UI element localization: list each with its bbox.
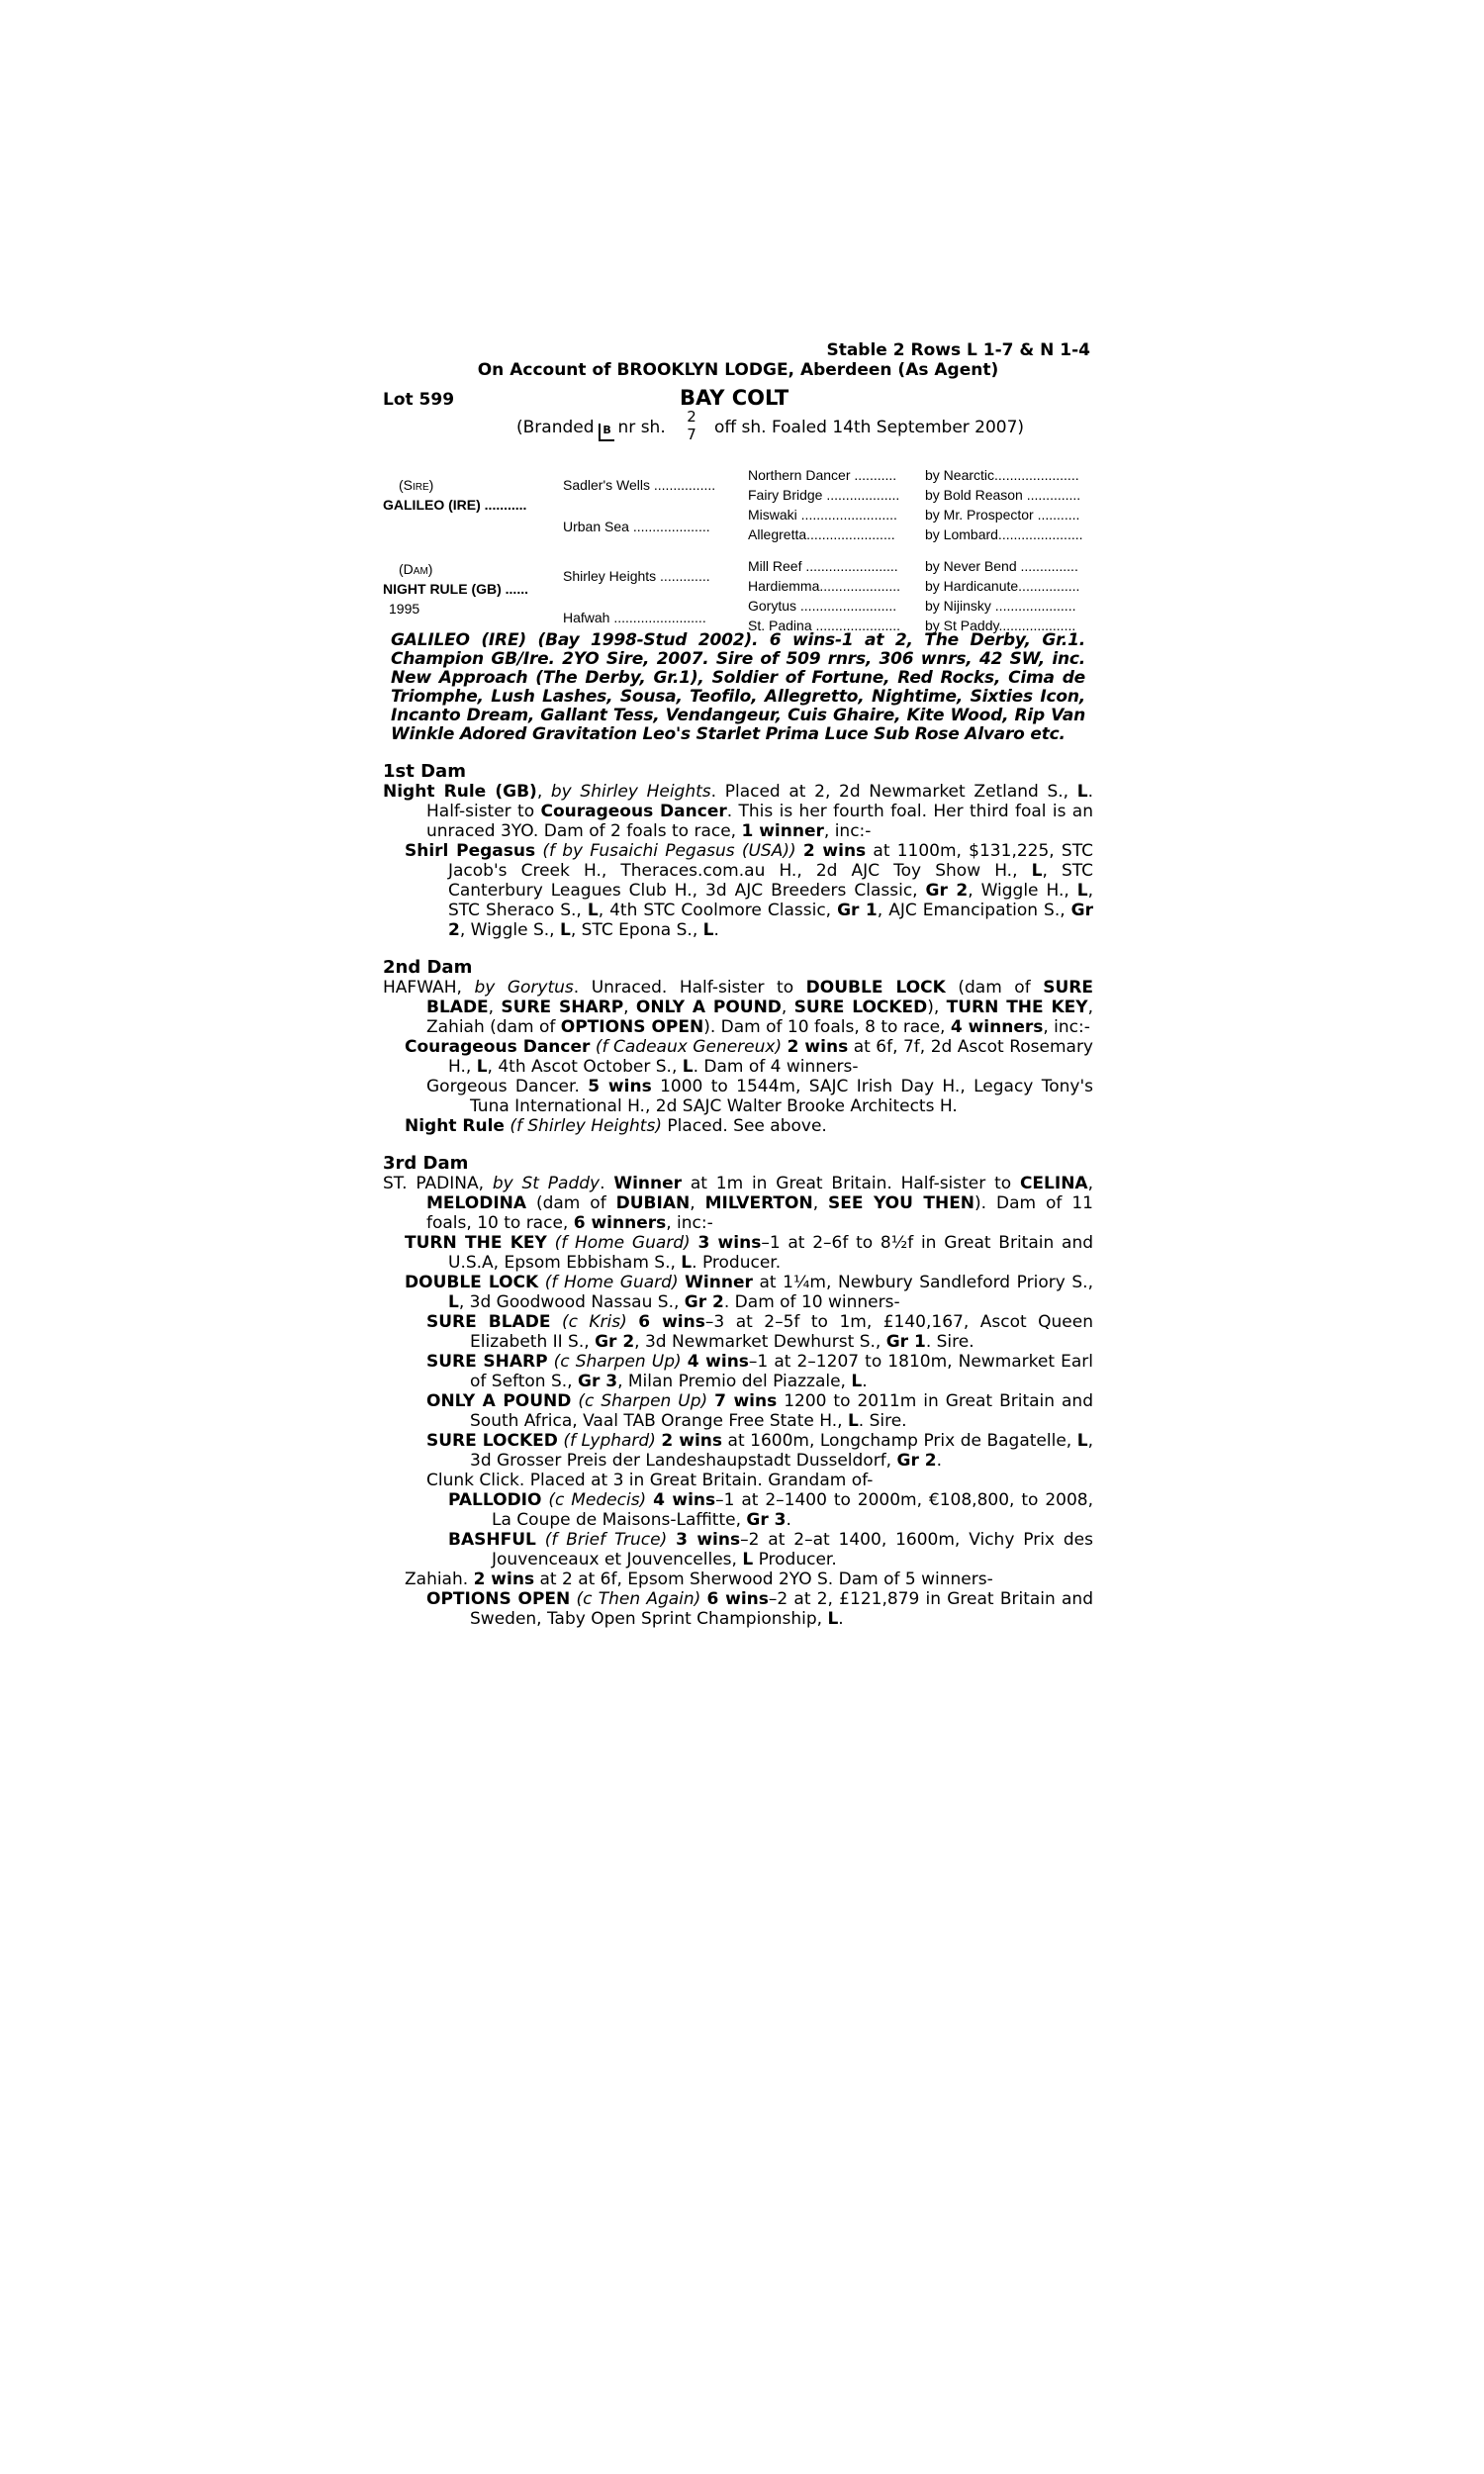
text: , xyxy=(1087,1174,1093,1193)
bold-text: 4 wins xyxy=(653,1490,716,1510)
gen2-dam-sire: Shirley Heights ............. xyxy=(563,568,710,584)
section-heading: 2nd Dam xyxy=(383,957,473,978)
text: 1000 to 1544m, SAJC Irish Day H., Legacy Tony's Tuna International H., 2d SAJC Walter Brooke Architects H. xyxy=(470,1077,1093,1116)
bold-text: 3 wins xyxy=(676,1530,741,1550)
bold-text: 4 winners xyxy=(950,1017,1044,1037)
bold-text: CELINA xyxy=(1019,1174,1088,1193)
text: (dam of xyxy=(945,978,1044,998)
bold-text: Night Rule xyxy=(405,1116,505,1136)
text: ). Dam of 10 foals, 8 to race, xyxy=(703,1017,951,1037)
italic-text: (f Brief Truce) xyxy=(544,1530,668,1550)
bold-text: Gr 2 xyxy=(925,881,969,901)
bold-text: SURE BLADE xyxy=(426,1312,551,1332)
bold-text: Winner xyxy=(613,1174,683,1193)
horse-title: BAY COLT xyxy=(680,386,789,410)
bold-text: 5 wins xyxy=(588,1077,652,1096)
pedigree-entry xyxy=(383,1570,1093,1589)
sire-summary: GALILEO (IRE) (Bay 1998-Stud 2002). 6 wins-1 at 2, The Derby, Gr.1. Champion GB/Ire. 2YO Sire, 2007. Sire of 509 rnrs, 306 wnrs, 42 SW, inc. New Approach (The Derby, Gr.1), Soldier of Fortune, Red Rocks, Cima de Triomphe, Lush Lashes, Sousa, Teofilo, Allegretto, Nightime, Sixties Icon, Incanto Dream, Gallant Tess, Vendangeur, Cuis Ghaire, Kite Wood, Rip Van Winkle Adored Gravitation Leo's Starlet Prima Luce Sub Rose Alvaro etc. xyxy=(391,630,1085,744)
bold-text: 6 winners xyxy=(573,1213,667,1233)
text: . xyxy=(713,920,719,940)
pedigree-entry xyxy=(383,1391,1093,1431)
bold-text: PALLODIO xyxy=(448,1490,542,1510)
bold-text: Night Rule (GB) xyxy=(383,782,537,802)
bold-text: Shirl Pegasus xyxy=(405,841,536,861)
text: Producer. xyxy=(753,1550,837,1570)
bold-text: 2 wins xyxy=(787,1037,849,1057)
bold-text: L xyxy=(1076,782,1088,802)
bold-text: L xyxy=(851,1372,863,1391)
sire-label: (Sire) xyxy=(399,477,434,493)
text: –1 at 2–1400 to 2000m, €108,800, to 2008, La Coupe de Maisons-Laffitte, xyxy=(492,1490,1093,1530)
text: . xyxy=(838,1609,844,1629)
lot-number: Lot 599 xyxy=(383,390,455,410)
bold-text: DOUBLE LOCK xyxy=(405,1273,539,1292)
pedigree-entry xyxy=(383,1312,1093,1352)
pedigree-entry xyxy=(383,841,1093,940)
text: –1 at 2–1207 to 1810m, Newmarket Earl of Sefton S., xyxy=(470,1352,1093,1391)
bold-text: 6 wins xyxy=(706,1589,769,1609)
text: , Zahiah (dam of xyxy=(426,998,1093,1037)
text: . Producer. xyxy=(692,1253,782,1273)
text: , xyxy=(488,998,502,1017)
bold-text: OPTIONS OPEN xyxy=(426,1589,571,1609)
text: , Milan Premio del Piazzale, xyxy=(617,1372,852,1391)
gen4-5: by Never Bend ............... xyxy=(925,558,1078,574)
text: , inc:- xyxy=(823,821,872,841)
bold-text: Gr 2 xyxy=(448,901,1094,940)
bold-text: L xyxy=(1076,1431,1088,1451)
bold-text: 6 wins xyxy=(638,1312,705,1332)
gen3-4: Allegretta....................... xyxy=(748,526,895,542)
text: , xyxy=(690,1193,705,1213)
text: –2 at 2–at 1400, 1600m, Vichy Prix des Jouvenceaux et Jouvencelles, xyxy=(492,1530,1093,1570)
bold-text: 2 wins xyxy=(473,1570,535,1589)
text: . xyxy=(786,1510,791,1530)
pedigree-entry xyxy=(383,1037,1093,1077)
text xyxy=(667,1530,676,1550)
italic-text: (c Medecis) xyxy=(548,1490,647,1510)
bold-text: L xyxy=(847,1411,859,1431)
bold-text: L xyxy=(476,1057,488,1077)
sire-name: GALILEO (IRE) ........... xyxy=(383,497,527,513)
gen4-1: by Nearctic...................... xyxy=(925,467,1079,483)
italic-text: by Shirley Heights xyxy=(550,782,711,802)
bold-text: MILVERTON xyxy=(704,1193,813,1213)
text: –3 at 2–5f to 1m, £140,167, Ascot Queen Elizabeth II S., xyxy=(470,1312,1093,1352)
text xyxy=(536,1530,545,1550)
bold-text: SEE YOU THEN xyxy=(828,1193,975,1213)
text: . Sire. xyxy=(858,1411,907,1431)
pedigree-entry xyxy=(383,1352,1093,1391)
text: . xyxy=(600,1174,614,1193)
bold-text: L xyxy=(1031,861,1043,881)
italic-text: by St Paddy xyxy=(492,1174,601,1193)
bold-text: 3 wins xyxy=(697,1233,762,1253)
text: . xyxy=(862,1372,868,1391)
bold-text: TURN THE KEY xyxy=(405,1233,547,1253)
italic-text: (f by Fusaichi Pegasus (USA)) xyxy=(542,841,796,861)
gen3-2: Fairy Bridge ................... xyxy=(748,487,900,503)
text: HAFWAH, xyxy=(383,978,475,998)
bold-text: Courageous Dancer xyxy=(405,1037,591,1057)
text: , 4th Ascot October S., xyxy=(487,1057,683,1077)
text: , STC Canterbury Leagues Club H., 3d AJC Breeders Classic, xyxy=(448,861,1093,901)
bold-text: 2 wins xyxy=(661,1431,722,1451)
gen3-7: Gorytus ......................... xyxy=(748,598,897,614)
bold-text: DOUBLE LOCK xyxy=(805,978,946,998)
gen2-dam-dam: Hafwah ........................ xyxy=(563,610,706,625)
italic-text: (f Lyphard) xyxy=(563,1431,656,1451)
bold-text: OPTIONS OPEN xyxy=(560,1017,704,1037)
text: . Placed at 2, 2d Newmarket Zetland S., xyxy=(710,782,1077,802)
text: 1200 to 2011m in Great Britain and South Africa, Vaal TAB Orange Free State H., xyxy=(470,1391,1093,1431)
text: , Wiggle S., xyxy=(459,920,560,940)
bold-text: Gr 3 xyxy=(746,1510,787,1530)
italic-text: (c Then Again) xyxy=(576,1589,701,1609)
italic-text: (f Shirley Heights) xyxy=(510,1116,662,1136)
italic-text: (c Sharpen Up) xyxy=(553,1352,682,1372)
bold-text: 2 wins xyxy=(802,841,867,861)
stable-location: Stable 2 Rows L 1-7 & N 1-4 xyxy=(826,340,1090,360)
gen4-2: by Bold Reason .............. xyxy=(925,487,1081,503)
gen4-3: by Mr. Prospector ........... xyxy=(925,507,1080,523)
bold-text: L xyxy=(448,1292,459,1312)
text: . Unraced. Half-sister to xyxy=(573,978,806,998)
gen2-sire-dam: Urban Sea .................... xyxy=(563,519,710,534)
bold-text: L xyxy=(1076,881,1088,901)
bold-text: Gr 1 xyxy=(885,1332,926,1352)
italic-text: (f Home Guard) xyxy=(544,1273,679,1292)
vendor-account: On Account of BROOKLYN LODGE, Aberdeen (As Agent) xyxy=(477,360,999,380)
gen3-3: Miswaki ......................... xyxy=(748,507,897,523)
text: . Half-sister to xyxy=(426,782,1094,821)
text: , Wiggle H., xyxy=(968,881,1077,901)
bold-text: TURN THE KEY xyxy=(946,998,1088,1017)
bold-text: DUBIAN xyxy=(615,1193,691,1213)
gen3-8: St. Padina ...................... xyxy=(748,618,901,633)
bold-text: ONLY A POUND xyxy=(635,998,782,1017)
bold-text: 1 winner xyxy=(741,821,824,841)
text: at 1¼m, Newbury Sandleford Priory S., xyxy=(752,1273,1093,1292)
text xyxy=(538,1273,545,1292)
text: Zahiah. xyxy=(405,1570,474,1589)
gen4-8: by St Paddy.................... xyxy=(925,618,1076,633)
text: , xyxy=(812,1193,829,1213)
bold-text: SURE LOCKED xyxy=(793,998,928,1017)
bold-text: SURE LOCKED xyxy=(426,1431,558,1451)
catalogue-page xyxy=(383,340,1093,1629)
text xyxy=(796,841,803,861)
gen4-4: by Lombard...................... xyxy=(925,526,1083,542)
dam-year: 1995 xyxy=(389,601,420,617)
dam-sections xyxy=(383,762,1093,1629)
text: Placed. See above. xyxy=(661,1116,827,1136)
bold-text: BASHFUL xyxy=(448,1530,536,1550)
text: , 3d Goodwood Nassau S., xyxy=(458,1292,685,1312)
bold-text: L xyxy=(827,1609,839,1629)
text: . Dam of 10 winners- xyxy=(723,1292,900,1312)
brand-suffix: off sh. Foaled 14th September 2007) xyxy=(714,418,1025,437)
brand-mark-icon: B xyxy=(599,424,614,441)
text xyxy=(550,1312,562,1332)
text: . Sire. xyxy=(925,1332,974,1352)
bold-text: Gr 2 xyxy=(684,1292,724,1312)
bold-text: SURE BLADE xyxy=(426,978,1093,1017)
text: at 1m in Great Britain. Half-sister to xyxy=(682,1174,1020,1193)
bold-text: L xyxy=(702,920,714,940)
bold-text: Gr 3 xyxy=(577,1372,618,1391)
text: at 1100m, $131,225, STC Jacob's Creek H., Theraces.com.au H., 2d AJC Toy Show H., xyxy=(448,841,1093,881)
text: –2 at 2, £121,879 in Great Britain and Sweden, Taby Open Sprint Championship, xyxy=(470,1589,1093,1629)
pedigree-entry xyxy=(383,1530,1093,1570)
text: , 3d Newmarket Dewhurst S., xyxy=(634,1332,886,1352)
pedigree-entry xyxy=(383,1431,1093,1471)
bold-text: SURE SHARP xyxy=(501,998,624,1017)
text: . Dam of 4 winners- xyxy=(693,1057,859,1077)
bold-text: Gr 2 xyxy=(595,1332,635,1352)
bold-text: L xyxy=(682,1057,694,1077)
bold-text: 4 wins xyxy=(687,1352,749,1372)
gen4-6: by Hardicanute................ xyxy=(925,578,1080,594)
pedigree-entry xyxy=(383,1233,1093,1273)
gen4-7: by Nijinsky ..................... xyxy=(925,598,1076,614)
pedigree-entry xyxy=(383,1589,1093,1629)
dam-label: (Dam) xyxy=(399,561,433,577)
bold-text: L xyxy=(587,901,599,920)
text: , STC Sheraco S., xyxy=(448,881,1093,920)
text: Gorgeous Dancer. xyxy=(426,1077,589,1096)
text: at 1600m, Longchamp Prix de Bagatelle, xyxy=(722,1431,1077,1451)
section-heading: 1st Dam xyxy=(383,761,466,782)
bold-text: 7 wins xyxy=(714,1391,778,1411)
text: , inc:- xyxy=(1043,1017,1090,1037)
bold-text: L xyxy=(742,1550,754,1570)
bold-text: Gr 2 xyxy=(896,1451,937,1471)
text: , STC Epona S., xyxy=(570,920,703,940)
bold-text: SURE SHARP xyxy=(426,1352,548,1372)
text: ST. PADINA, xyxy=(383,1174,493,1193)
bold-text: Courageous Dancer xyxy=(540,802,727,821)
pedigree-entry xyxy=(383,1471,1093,1490)
lot-line xyxy=(383,386,1093,412)
gen2-sire-sire: Sadler's Wells ................ xyxy=(563,477,716,493)
text: , AJC Emancipation S., xyxy=(877,901,1071,920)
text: , xyxy=(623,998,636,1017)
italic-text: (c Sharpen Up) xyxy=(578,1391,708,1411)
text: , 3d Grosser Preis der Landeshaupstadt Dusseldorf, xyxy=(470,1431,1093,1471)
text: Clunk Click. Placed at 3 in Great Britain. Grandam of- xyxy=(426,1471,874,1490)
pedigree-entry xyxy=(383,1077,1093,1116)
text: (dam of xyxy=(526,1193,616,1213)
italic-text: (c Kris) xyxy=(561,1312,627,1332)
pedigree-entry xyxy=(383,1273,1093,1312)
text: . xyxy=(936,1451,942,1471)
bold-text: ONLY A POUND xyxy=(426,1391,572,1411)
brand-line xyxy=(383,408,1093,443)
text: , xyxy=(536,782,551,802)
italic-text: (f Cadeaux Genereux) xyxy=(595,1037,783,1057)
brand-prefix: (Branded B nr sh. xyxy=(516,418,666,441)
gen3-6: Hardiemma..................... xyxy=(748,578,901,594)
bold-text: Winner xyxy=(685,1273,753,1292)
text: at 6f, 7f, 2d Ascot Rosemary H., xyxy=(448,1037,1093,1077)
section-heading: 3rd Dam xyxy=(383,1153,469,1174)
bold-text: Gr 1 xyxy=(837,901,878,920)
brand-fraction: 2 7 xyxy=(687,408,696,443)
pedigree-table xyxy=(383,457,1093,633)
italic-text: by Gorytus xyxy=(474,978,574,998)
text: , xyxy=(781,998,794,1017)
text xyxy=(547,1233,555,1253)
gen3-5: Mill Reef ........................ xyxy=(748,558,898,574)
bold-text: L xyxy=(559,920,571,940)
bold-text: MELODINA xyxy=(426,1193,527,1213)
text: at 2 at 6f, Epsom Sherwood 2YO S. Dam of 5 winners- xyxy=(534,1570,993,1589)
bold-text: L xyxy=(681,1253,693,1273)
text: ), xyxy=(927,998,947,1017)
text: , inc:- xyxy=(666,1213,713,1233)
pedigree-entry xyxy=(383,1490,1093,1530)
text: . This is her fourth foal. Her third foal is an unraced 3YO. Dam of 2 foals to race, xyxy=(426,802,1093,841)
pedigree-entry xyxy=(383,978,1093,1037)
dam-name: NIGHT RULE (GB) ...... xyxy=(383,581,528,597)
italic-text: (f Home Guard) xyxy=(554,1233,691,1253)
text xyxy=(627,1312,639,1332)
pedigree-entry xyxy=(383,1174,1093,1233)
pedigree-entry xyxy=(383,782,1093,841)
text: , 4th STC Coolmore Classic, xyxy=(598,901,838,920)
gen3-1: Northern Dancer ........... xyxy=(748,467,897,483)
pedigree-entry xyxy=(383,1116,1093,1136)
text: ). Dam of 11 foals, 10 to race, xyxy=(426,1193,1093,1233)
text: –1 at 2–6f to 8½f in Great Britain and U.S.A, Epsom Ebbisham S., xyxy=(448,1233,1094,1273)
